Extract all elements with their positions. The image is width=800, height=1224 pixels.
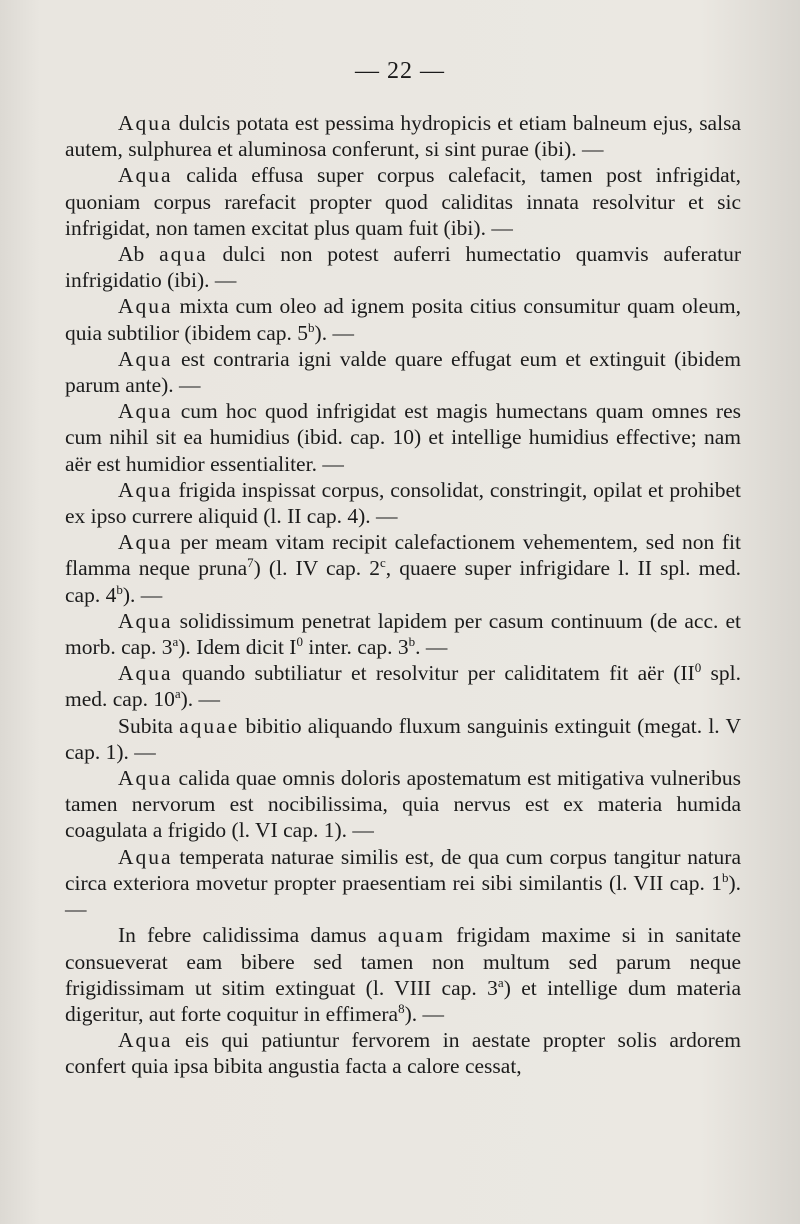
text-run: , quaere super infrigidare l. II spl. med. cap. 4 <box>65 556 742 607</box>
superscript: c <box>380 555 386 571</box>
keyword: Aqua <box>118 399 173 424</box>
superscript: a <box>174 686 181 702</box>
paragraph <box>65 660 741 712</box>
text-run: solidissimum penetrat lapidem per casum continuum (de acc. et morb. cap. 3 <box>65 608 741 660</box>
superscript: b <box>116 581 123 597</box>
keyword: Aqua <box>118 1028 173 1053</box>
keyword: Aqua <box>118 661 173 686</box>
keyword: Aqua <box>118 530 173 555</box>
paragraph <box>65 844 741 923</box>
keyword: Aqua <box>118 163 173 188</box>
superscript: a <box>172 633 179 649</box>
paragraph <box>65 608 741 660</box>
text-run: ) (l. IV cap. 2 <box>253 556 381 581</box>
text-run: inter. cap. 3 <box>302 635 409 660</box>
superscript: b <box>408 633 416 649</box>
text-run: ). — <box>404 1001 444 1026</box>
superscript: 8 <box>398 1000 405 1016</box>
text-run: temperata naturae similis est, de qua cum corpus tangitur natura circa exteriora movetur propter praesentiam rei sibi similantis (l. VII cap. 1 <box>65 844 741 895</box>
text-run: . — <box>415 635 448 660</box>
text-run: bibitio aliquando fluxum sanguinis extinguit (megat. l. V cap. 1). — <box>65 713 741 764</box>
paragraph <box>65 765 741 844</box>
paragraph <box>65 922 741 1027</box>
text-run: frigidam maxime si in sanitate consueverat eam bibere sed tamen non multum sed parum neque frigidissimam ut sitim extinguat (l. VIII cap. 3 <box>65 923 741 1000</box>
text-run: Subita <box>118 713 180 738</box>
keyword: Aqua <box>118 477 173 502</box>
text-run: ). — <box>180 687 221 712</box>
keyword: Aqua <box>118 346 173 371</box>
text-run: frigida inspissat corpus, consolidat, constringit, opilat et prohibet ex ipso currere aliquid (l. II cap. 4). — <box>65 477 741 529</box>
text-run: spl. med. cap. 10 <box>65 661 741 712</box>
superscript: 0 <box>296 633 303 649</box>
paragraph <box>65 110 741 162</box>
text-run: eis qui patiuntur fervorem in aestate propter solis ardorem confert quia ipsa bibita angustia facta a calore cessat, <box>65 1028 741 1079</box>
paragraph <box>65 162 741 241</box>
page-number: — 22 — <box>355 58 445 84</box>
text-run: calida quae omnis doloris apostematum est mitigativa vulneribus tamen nervorum est nocibilissima, quia nervus est ex materia humida coagulata a frigido (l. VI cap. 1). — <box>65 766 741 843</box>
paragraph <box>65 529 741 608</box>
text-run: mixta cum oleo ad ignem posita citius consumitur quam oleum, quia subtilior (ibidem cap. 5 <box>65 294 741 345</box>
text-run: Ab <box>118 242 160 267</box>
text-run: cum hoc quod infrigidat est magis humectans quam omnes res cum nihil sit ea humidius (ibid. cap. 10) et intellige humidius effective; nam aër est humidior essentialiter. — <box>65 399 741 476</box>
text-run: ). — <box>314 320 354 345</box>
keyword: Aqua <box>118 766 173 791</box>
paragraph <box>65 241 741 293</box>
keyword: Aqua <box>118 111 173 135</box>
text-run: ). Idem dicit I <box>178 635 297 660</box>
superscript: 7 <box>247 555 254 571</box>
keyword: Aqua <box>118 608 173 633</box>
paragraph <box>65 346 741 398</box>
superscript: 0 <box>694 660 702 676</box>
text-run: est contraria igni valde quare effugat eum et extinguit (ibidem parum ante). — <box>65 346 741 398</box>
body-text <box>65 110 741 1080</box>
text-run: ) et intellige dum materia digeritur, aut forte coquitur in effimera <box>65 975 742 1026</box>
keyword: aqua <box>159 242 208 267</box>
superscript: b <box>308 319 315 335</box>
text-run: dulcis potata est pessima hydropicis et etiam balneum ejus, salsa autem, sulphurea et aluminosa conferunt, si sint purae (ibi). — <box>65 111 741 162</box>
paragraph <box>65 1027 741 1079</box>
keyword: Aqua <box>118 294 173 319</box>
paragraph <box>65 477 741 529</box>
text-run: ). — <box>65 870 741 922</box>
paragraph <box>65 713 741 765</box>
text-run: calida effusa super corpus calefacit, tamen post infrigidat, quoniam corpus rarefacit propter quod caliditas innata resolvitur et sic infrigidat, non tamen excitat plus quam fuit (ibi). — <box>65 163 741 240</box>
paragraph <box>65 398 741 477</box>
paragraph <box>65 293 741 345</box>
keyword: aquam <box>377 923 446 948</box>
keyword: Aqua <box>118 844 173 869</box>
keyword: aquae <box>179 713 240 738</box>
text-run: ). — <box>122 582 163 607</box>
text-run: In febre calidissima damus <box>118 923 378 948</box>
superscript: b <box>721 869 729 885</box>
text-run: per meam vitam recipit calefactionem vehementem, sed non fit flamma neque pruna <box>65 530 741 581</box>
text-run: quando subtiliatur et resolvitur per caliditatem fit aër (II <box>172 661 695 686</box>
text-run: dulci non potest auferri humectatio quamvis auferatur infrigidatio (ibi). — <box>65 242 741 293</box>
superscript: a <box>497 974 504 990</box>
